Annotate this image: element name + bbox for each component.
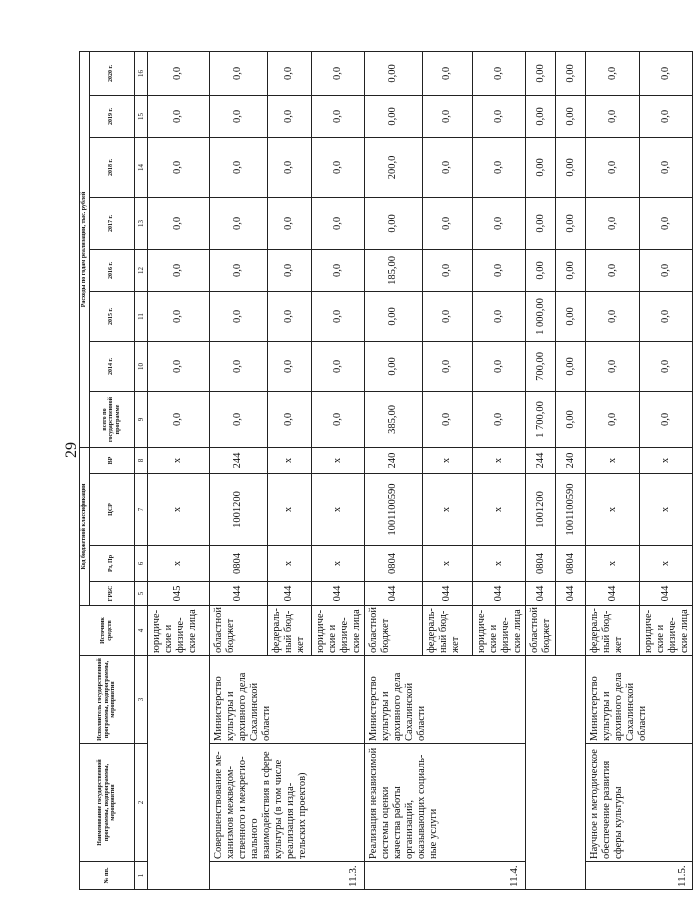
value-year: 0,0 — [267, 51, 311, 95]
executor: Министерство культуры и архивного дела Сахалинской области — [586, 656, 693, 744]
value-total: 0,0 — [311, 391, 364, 447]
value-year: 0,0 — [209, 137, 267, 197]
code-vr: х — [422, 447, 472, 473]
header-grbs: ГРБС — [89, 582, 134, 606]
header-csr: ЦСР — [89, 474, 134, 546]
value-year: 0,0 — [640, 249, 693, 291]
value-year: 0,0 — [311, 95, 364, 137]
value-year: 0,0 — [147, 51, 209, 95]
col-index: 3 — [134, 656, 147, 744]
header-expense-group: Расходы по годам реализации, тыс. рублей — [80, 51, 90, 447]
header-vr: ВР — [89, 447, 134, 473]
value-year: 0,0 — [472, 51, 525, 95]
code-vr: х — [147, 447, 209, 473]
value-total: 0,0 — [147, 391, 209, 447]
value-year: 0,0 — [147, 249, 209, 291]
code-rzpr: 0804 — [209, 546, 267, 582]
value-year: 0,0 — [311, 249, 364, 291]
funding-source: юридиче-ские и физиче-ские лица — [640, 606, 693, 656]
value-year: 0,0 — [586, 249, 640, 291]
code-vr: х — [267, 447, 311, 473]
value-year: 0,0 — [147, 197, 209, 249]
funding-source — [556, 606, 586, 656]
code-vr: х — [472, 447, 525, 473]
col-index: 4 — [134, 606, 147, 656]
value-year: 0,00 — [364, 341, 422, 391]
code-csr: х — [422, 474, 472, 546]
value-year: 0,0 — [311, 291, 364, 341]
code-grbs: 044 — [209, 582, 267, 606]
value-year: 0,0 — [472, 95, 525, 137]
col-index: 2 — [134, 744, 147, 862]
col-index: 12 — [134, 249, 147, 291]
code-rzpr: х — [422, 546, 472, 582]
header-year: 2016 г. — [89, 249, 134, 291]
code-vr: х — [311, 447, 364, 473]
value-total: 0,0 — [267, 391, 311, 447]
funding-source: федераль-ный бюд-жет — [267, 606, 311, 656]
value-year: 0,00 — [556, 291, 586, 341]
header-num: № пп. — [80, 862, 135, 890]
code-csr: 1001100590 — [556, 474, 586, 546]
funding-source: юридиче-ские и физиче-ские лица — [147, 606, 209, 656]
code-csr: х — [472, 474, 525, 546]
header-total: всего по государственной программе — [89, 391, 134, 447]
code-vr: х — [640, 447, 693, 473]
value-year: 0,0 — [209, 51, 267, 95]
funding-source: федераль-ный бюд-жет — [422, 606, 472, 656]
code-rzpr: х — [147, 546, 209, 582]
value-year: 0,0 — [422, 51, 472, 95]
header-year: 2014 г. — [89, 341, 134, 391]
col-index: 16 — [134, 51, 147, 95]
header-year: 2018 г. — [89, 137, 134, 197]
value-year: 0,0 — [267, 197, 311, 249]
funding-source: федераль-ный бюд-жет — [586, 606, 640, 656]
code-csr: х — [311, 474, 364, 546]
value-year: 0,0 — [311, 197, 364, 249]
value-year: 0,0 — [586, 137, 640, 197]
value-year: 0,00 — [364, 197, 422, 249]
value-year: 0,00 — [556, 137, 586, 197]
table-row — [586, 51, 640, 889]
value-year: 0,0 — [422, 291, 472, 341]
col-index: 13 — [134, 197, 147, 249]
col-index: 15 — [134, 95, 147, 137]
value-year: 0,0 — [472, 197, 525, 249]
value-year: 0,00 — [556, 51, 586, 95]
value-year: 0,0 — [311, 137, 364, 197]
rotated-page — [79, 52, 691, 890]
funding-source: областной бюджет — [209, 606, 267, 656]
code-rzpr: х — [586, 546, 640, 582]
value-year: 0,0 — [422, 95, 472, 137]
value-year: 0,0 — [311, 51, 364, 95]
code-csr: х — [640, 474, 693, 546]
value-year: 0,0 — [422, 341, 472, 391]
value-year: 0,0 — [586, 341, 640, 391]
value-year: 0,0 — [147, 341, 209, 391]
blank-cell — [526, 656, 586, 890]
executor: Министерство культуры и архивного дела Сахалинской области — [209, 656, 364, 744]
code-rzpr: 0804 — [364, 546, 422, 582]
header-year: 2015 г. — [89, 291, 134, 341]
code-csr: 1001100590 — [364, 474, 422, 546]
value-year: 0,0 — [472, 137, 525, 197]
value-total: 0,0 — [586, 391, 640, 447]
value-year: 0,0 — [586, 95, 640, 137]
value-total: 1 700,00 — [526, 391, 556, 447]
page-number: 29 — [63, 442, 80, 458]
col-index: 10 — [134, 341, 147, 391]
value-year: 0,0 — [147, 137, 209, 197]
value-total: 0,0 — [640, 391, 693, 447]
col-index: 11 — [134, 291, 147, 341]
value-year: 200,0 — [364, 137, 422, 197]
value-year: 0,0 — [472, 249, 525, 291]
value-year: 0,0 — [586, 291, 640, 341]
code-vr: 240 — [556, 447, 586, 473]
header-rzpr: Рз, Пр — [89, 546, 134, 582]
code-grbs: 044 — [472, 582, 525, 606]
funding-source: юридиче-ские и физиче-ские лица — [311, 606, 364, 656]
value-total: 0,00 — [556, 391, 586, 447]
header-index-row — [134, 51, 147, 889]
value-total: 0,0 — [209, 391, 267, 447]
code-grbs: 044 — [556, 582, 586, 606]
code-rzpr: 0804 — [526, 546, 556, 582]
code-vr: 244 — [526, 447, 556, 473]
header-year: 2019 г. — [89, 95, 134, 137]
executor: Министерство культуры и архивного дела Сахалинской области — [364, 656, 525, 744]
value-year: 0,0 — [267, 137, 311, 197]
code-rzpr: 0804 — [556, 546, 586, 582]
value-year: 0,0 — [640, 341, 693, 391]
funding-source: юридиче-ские и физиче-ские лица — [472, 606, 525, 656]
row-number: 11.4. — [364, 862, 525, 890]
funding-source: областной бюджет — [364, 606, 422, 656]
code-rzpr: х — [472, 546, 525, 582]
col-index: 8 — [134, 447, 147, 473]
value-year: 0,0 — [640, 291, 693, 341]
value-year: 0,0 — [640, 197, 693, 249]
value-year: 0,00 — [556, 249, 586, 291]
col-index: 14 — [134, 137, 147, 197]
value-total: 0,0 — [472, 391, 525, 447]
value-year: 0,0 — [422, 197, 472, 249]
code-vr: 240 — [364, 447, 422, 473]
header-source: Источник средств — [80, 606, 135, 656]
code-grbs: 044 — [586, 582, 640, 606]
value-year: 0,0 — [267, 341, 311, 391]
code-csr: х — [586, 474, 640, 546]
value-year: 0,00 — [364, 95, 422, 137]
value-year: 0,0 — [422, 137, 472, 197]
col-index: 5 — [134, 582, 147, 606]
code-grbs: 044 — [526, 582, 556, 606]
value-year: 0,0 — [422, 249, 472, 291]
header-year: 2017 г. — [89, 197, 134, 249]
table-row — [147, 51, 209, 889]
col-index: 6 — [134, 546, 147, 582]
code-rzpr: х — [267, 546, 311, 582]
value-year: 0,0 — [209, 95, 267, 137]
blank-cell — [147, 656, 209, 890]
value-year: 0,00 — [526, 51, 556, 95]
activity-name: Совершенствование ме-ханизмов межведом-ственного и межрегио-нального взаимодействия в сфере культуры (в том числе реализация изда-тельских проектов) — [209, 744, 364, 862]
value-year: 0,0 — [267, 249, 311, 291]
code-rzpr: х — [640, 546, 693, 582]
code-vr: 244 — [209, 447, 267, 473]
value-year: 0,00 — [364, 51, 422, 95]
value-year: 0,0 — [640, 51, 693, 95]
table-body — [147, 51, 693, 889]
value-year: 0,0 — [267, 95, 311, 137]
header-exec: Исполнитель государственной программы, подпрограммы, мероприятия — [80, 656, 135, 744]
value-year: 0,0 — [147, 95, 209, 137]
value-year: 0,00 — [526, 249, 556, 291]
code-grbs: 044 — [422, 582, 472, 606]
row-number: 11.3. — [209, 862, 364, 890]
value-year: 0,0 — [640, 137, 693, 197]
code-vr: х — [586, 447, 640, 473]
table-row — [209, 51, 267, 889]
value-year: 0,0 — [209, 341, 267, 391]
header-code-group: Код бюджетной классификации — [80, 447, 90, 605]
code-csr: 1001200 — [209, 474, 267, 546]
program-table — [79, 51, 693, 890]
value-year: 0,00 — [364, 291, 422, 341]
header-name: Наименование государственной программы, подпрограммы, мероприятия — [80, 744, 135, 862]
code-csr: х — [147, 474, 209, 546]
value-total: 385,00 — [364, 391, 422, 447]
value-year: 0,0 — [586, 51, 640, 95]
code-csr: х — [267, 474, 311, 546]
value-year: 0,0 — [209, 291, 267, 341]
value-year: 0,0 — [147, 291, 209, 341]
activity-name: Реализация независимой системы оценки качества работы организаций, оказывающих социаль-ные услуги — [364, 744, 525, 862]
activity-name: Научное и методическое обеспечение развития сферы культуры — [586, 744, 693, 862]
code-grbs: 045 — [147, 582, 209, 606]
col-index: 9 — [134, 391, 147, 447]
funding-source: областной бюджет — [526, 606, 556, 656]
code-grbs: 044 — [364, 582, 422, 606]
value-year: 0,0 — [311, 341, 364, 391]
value-total: 0,0 — [422, 391, 472, 447]
code-grbs: 044 — [311, 582, 364, 606]
value-year: 700,00 — [526, 341, 556, 391]
code-csr: 1001200 — [526, 474, 556, 546]
value-year: 1 000,00 — [526, 291, 556, 341]
value-year: 0,00 — [526, 197, 556, 249]
code-grbs: 044 — [267, 582, 311, 606]
value-year: 0,0 — [586, 197, 640, 249]
value-year: 0,00 — [556, 197, 586, 249]
table-row — [526, 51, 556, 889]
value-year: 0,00 — [526, 137, 556, 197]
value-year: 0,00 — [526, 95, 556, 137]
value-year: 0,0 — [472, 291, 525, 341]
value-year: 0,0 — [267, 291, 311, 341]
row-number: 11.5. — [586, 862, 693, 890]
table-row — [364, 51, 422, 889]
value-year: 0,00 — [556, 341, 586, 391]
col-index: 1 — [134, 862, 147, 890]
value-year: 185,00 — [364, 249, 422, 291]
value-year: 0,0 — [640, 95, 693, 137]
value-year: 0,00 — [556, 95, 586, 137]
code-grbs: 044 — [640, 582, 693, 606]
value-year: 0,0 — [209, 197, 267, 249]
header-year: 2020 г. — [89, 51, 134, 95]
value-year: 0,0 — [472, 341, 525, 391]
col-index: 7 — [134, 474, 147, 546]
value-year: 0,0 — [209, 249, 267, 291]
code-rzpr: х — [311, 546, 364, 582]
